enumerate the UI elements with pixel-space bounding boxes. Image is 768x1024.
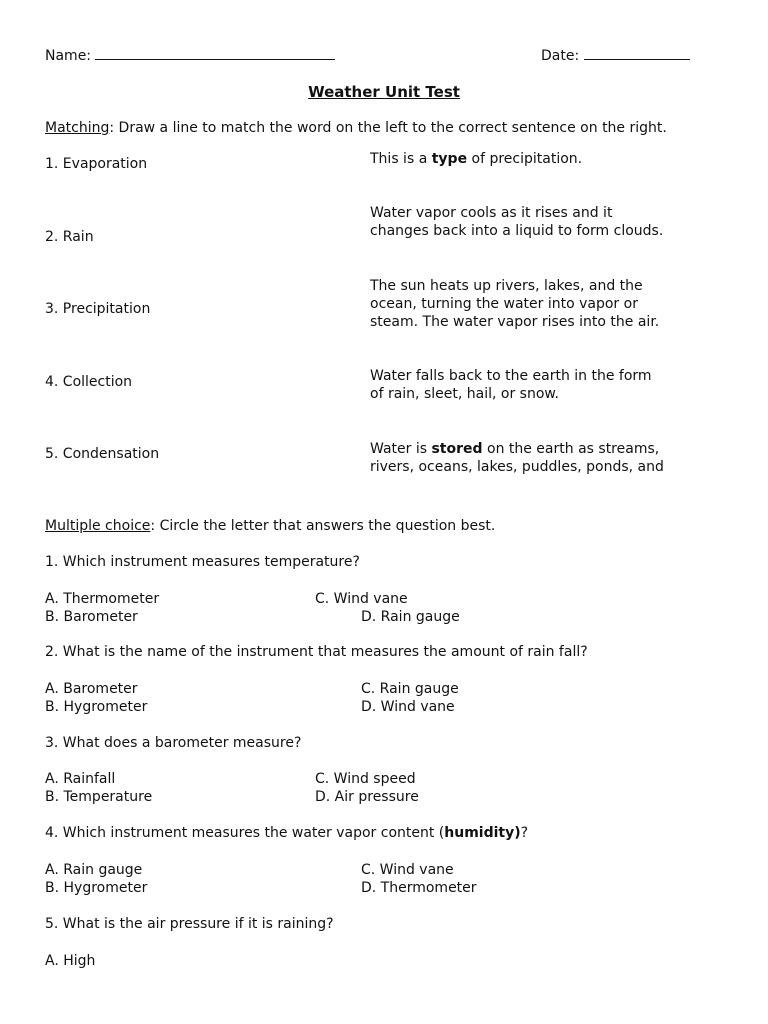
q2-option-b[interactable]: B. Hygrometer xyxy=(45,699,148,715)
question-5: 5. What is the air pressure if it is raining? xyxy=(45,916,334,932)
definition-text: of precipitation. xyxy=(467,151,583,167)
definition-line: ocean, turning the water into vapor or xyxy=(370,296,638,312)
q3-option-a[interactable]: A. Rainfall xyxy=(45,771,116,787)
term-condensation: 5. Condensation xyxy=(45,446,160,462)
q4-option-a[interactable]: A. Rain gauge xyxy=(45,862,143,878)
definition-line: The sun heats up rivers, lakes, and the xyxy=(370,278,643,294)
definition-line xyxy=(370,440,750,458)
term-precipitation: 3. Precipitation xyxy=(45,301,151,317)
q2-option-d[interactable]: D. Wind vane xyxy=(361,699,455,715)
q1-option-d[interactable]: D. Rain gauge xyxy=(361,609,460,625)
q3-option-d[interactable]: D. Air pressure xyxy=(315,789,419,805)
question-4-text: 4. Which instrument measures the water vapor content ( xyxy=(45,825,445,841)
term-rain: 2. Rain xyxy=(45,229,94,245)
definition-line: rivers, oceans, lakes, puddles, ponds, and xyxy=(370,459,664,475)
mc-instructions-text: : Circle the letter that answers the question best. xyxy=(150,518,496,534)
matching-heading: Matching xyxy=(45,120,110,136)
date-field[interactable] xyxy=(541,47,690,65)
name-label: Name: xyxy=(45,48,92,64)
page-title: Weather Unit Test xyxy=(308,83,460,101)
q5-option-a[interactable]: A. High xyxy=(45,953,96,969)
question-3: 3. What does a barometer measure? xyxy=(45,735,302,751)
q2-option-a[interactable]: A. Barometer xyxy=(45,681,138,697)
q4-option-d[interactable]: D. Thermometer xyxy=(361,880,477,896)
definition-stored xyxy=(370,440,750,481)
definition-bold-word: stored xyxy=(431,441,483,457)
definition-text: Water is xyxy=(370,441,432,457)
definition-bold-word: type xyxy=(431,151,468,167)
question-1: 1. Which instrument measures temperature? xyxy=(45,554,360,570)
definition-line: Water falls back to the earth in the form xyxy=(370,368,652,384)
date-label: Date: xyxy=(541,48,580,64)
definition-line: changes back into a liquid to form clouds. xyxy=(370,223,664,239)
q2-option-c[interactable]: C. Rain gauge xyxy=(361,681,459,697)
term-collection: 4. Collection xyxy=(45,374,133,390)
q4-option-c[interactable]: C. Wind vane xyxy=(361,862,454,878)
definition-clouds xyxy=(370,204,663,240)
name-field[interactable] xyxy=(45,47,335,65)
question-4-bold: humidity) xyxy=(444,825,521,841)
definition-line: Water vapor cools as it rises and it xyxy=(370,205,613,221)
mc-heading: Multiple choice xyxy=(45,518,151,534)
definition-vapor xyxy=(370,277,659,331)
definition-falls-back xyxy=(370,367,652,403)
question-4-end: ? xyxy=(520,825,529,841)
matching-instructions xyxy=(45,119,667,137)
definition-text: on the earth as streams, xyxy=(482,441,660,457)
definition-text: This is a xyxy=(370,151,432,167)
q3-option-b[interactable]: B. Temperature xyxy=(45,789,153,805)
q1-option-c[interactable]: C. Wind vane xyxy=(315,591,408,607)
term-evaporation: 1. Evaporation xyxy=(45,156,148,172)
q4-option-b[interactable]: B. Hygrometer xyxy=(45,880,148,896)
definition-line: of rain, sleet, hail, or snow. xyxy=(370,386,559,402)
question-4 xyxy=(45,824,528,842)
mc-instructions xyxy=(45,517,495,535)
q1-option-b[interactable]: B. Barometer xyxy=(45,609,138,625)
q1-option-a[interactable]: A. Thermometer xyxy=(45,591,160,607)
definition-type-of-precipitation xyxy=(370,150,582,168)
date-blank-line[interactable] xyxy=(584,47,690,60)
name-blank-line[interactable] xyxy=(95,47,335,60)
q3-option-c[interactable]: C. Wind speed xyxy=(315,771,416,787)
matching-instructions-text: : Draw a line to match the word on the left to the correct sentence on the right. xyxy=(109,120,667,136)
definition-line: steam. The water vapor rises into the air. xyxy=(370,314,660,330)
question-2: 2. What is the name of the instrument that measures the amount of rain fall? xyxy=(45,644,588,660)
